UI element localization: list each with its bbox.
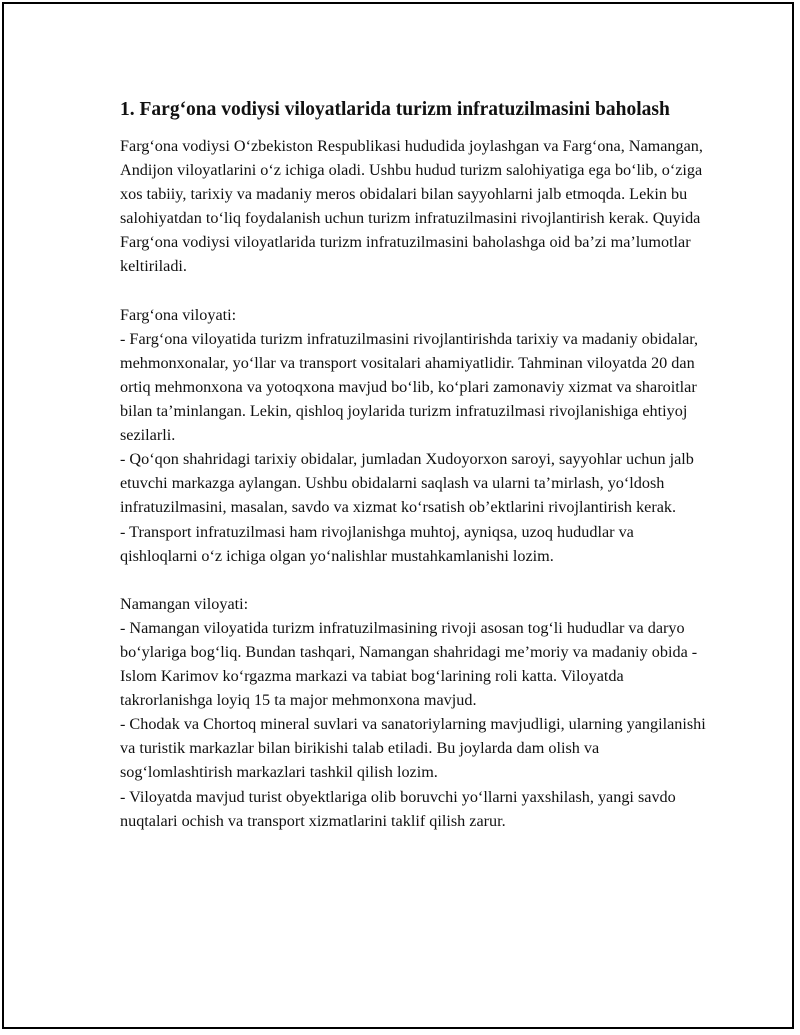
- section-fargona: [120, 303, 710, 568]
- list-item: - Qo‘qon shahridagi tarixiy obidalar, jumladan Xudoyorxon saroyi, sayyohlar uchun jalb etuvchi markazga aylangan. Ushbu obidalarni saqlash va ularni ta’mirlash, yo‘ldosh infratuzilmasini, masalan, savdo va xizmat ko‘rsatish ob’ektlarini rivojlantirish kerak.: [120, 450, 694, 517]
- list-item: - Transport infratuzilmasi ham rivojlanishga muhtoj, ayniqsa, uzoq hududlar va qishloqlarni o‘z ichiga olgan yo‘nalishlar mustahkamlanishi lozim.: [120, 522, 634, 565]
- document-page: [2, 2, 794, 1029]
- list-item: - Viloyatda mavjud turist obyektlariga olib boruvchi yo‘llarni yaxshilash, yangi savdo nuqtalari ochish va transport xizmatlarini taklif qilish zarur.: [120, 787, 676, 830]
- document-body: [120, 96, 710, 833]
- list-item: - Chodak va Chortoq mineral suvlari va sanatoriylarning mavjudligi, ularning yangilanishi va turistik markazlar bilan birikishi talab etiladi. Bu joylarda dam olish va sog‘lomlashtirish markazlari tashkil qilish lozim.: [120, 715, 706, 782]
- document-title: 1. Farg‘ona vodiysi viloyatlarida turizm infratuzilmasini baholash: [120, 99, 670, 120]
- intro-paragraph: Farg‘ona vodiysi O‘zbekiston Respublikasi hududida joylashgan va Farg‘ona, Namangan, Andijon viloyatlarini o‘z ichiga oladi. Ushbu hudud turizm salohiyatiga ega bo‘lib, o‘ziga xos tabiiy, tarixiy va madaniy meros obidalari bilan sayyohlarni jalb etmoqda. Lekin bu salohiyatdan to‘liq foydalanish uchun turizm infratuzilmasini rivojlantirish kerak. Quyida Farg‘ona vodiysi viloyatlarida turizm infratuzilmasini baholashga oid ba’zi ma’lumotlar keltiriladi.: [120, 137, 703, 276]
- section-heading: Namangan viloyati:: [120, 594, 249, 613]
- section-heading: Farg‘ona viloyati:: [120, 305, 237, 324]
- list-item: - Farg‘ona viloyatida turizm infratuzilmasini rivojlantirishda tarixiy va madaniy obidalar, mehmonxonalar, yo‘llar va transport vositalari ahamiyatlidir. Tahminan viloyatda 20 dan ortiq mehmonxona va yotoqxona mavjud bo‘lib, ko‘plari zamonaviy xizmat va sharoitlar bilan ta’minlangan. Lekin, qishloq joylarida turizm infratuzilmasi rivojlanishiga ehtiyoj sezilarli.: [120, 329, 699, 445]
- section-namangan: [120, 592, 710, 833]
- list-item: - Namangan viloyatida turizm infratuzilmasining rivoji asosan tog‘li hududlar va daryo bo‘ylariga bog‘liq. Bundan tashqari, Namangan shahridagi me’moriy va madaniy obida - Islom Karimov ko‘rgazma markazi va tabiat bog‘larining roli katta. Viloyatda takrorlanishga loyiq 15 ta major mehmonxona mavjud.: [120, 618, 698, 710]
